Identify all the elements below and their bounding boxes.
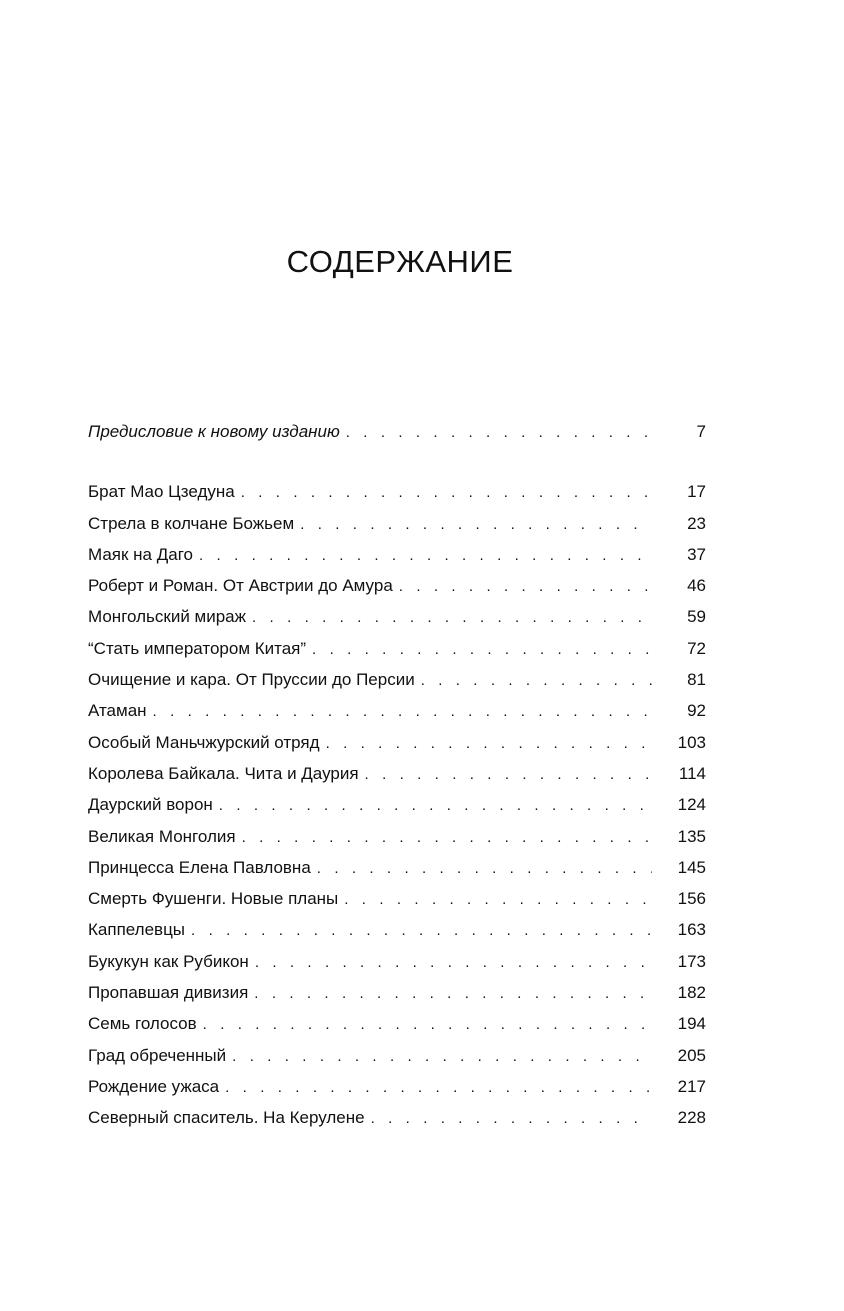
toc-entry xyxy=(88,914,708,945)
toc-entry xyxy=(88,633,708,664)
toc-entry-label: Королева Байкала. Чита и Даурия xyxy=(88,763,359,783)
toc-entry-label: Великая Монголия xyxy=(88,826,236,846)
toc-entry-page: 194 xyxy=(677,1014,706,1034)
toc-leader xyxy=(88,758,652,790)
toc-leader xyxy=(88,821,652,853)
toc-leader xyxy=(88,539,652,571)
toc-entry xyxy=(88,852,708,883)
toc-entry-label: Предисловие к новому изданию xyxy=(88,422,340,441)
toc-entry xyxy=(88,570,708,601)
toc-entry xyxy=(88,476,708,507)
toc-entry-page: 135 xyxy=(677,826,706,846)
toc-leader xyxy=(88,664,652,696)
toc-entry-label: Букукун как Рубикон xyxy=(88,951,249,971)
toc-entry-page: 228 xyxy=(677,1108,706,1128)
toc-entry xyxy=(88,789,708,820)
dot-leader xyxy=(242,822,652,853)
dot-leader xyxy=(153,696,652,727)
toc-entry xyxy=(88,758,708,789)
dot-leader xyxy=(421,665,652,696)
toc-entry xyxy=(88,1008,708,1039)
toc-leader xyxy=(88,1040,652,1072)
dot-leader xyxy=(365,759,652,790)
toc-entry-label: Очищение и кара. От Пруссии до Персии xyxy=(88,670,415,690)
toc-entry-page: 59 xyxy=(687,607,706,627)
toc-entry-page: 23 xyxy=(687,513,706,533)
toc-entry-label: Северный спаситель. На Керулене xyxy=(88,1108,365,1128)
toc-entry-label: Семь голосов xyxy=(88,1014,197,1034)
toc-entry-label: Каппелевцы xyxy=(88,920,186,940)
toc-leader xyxy=(88,789,652,821)
toc-entry xyxy=(88,695,708,726)
dot-leader xyxy=(399,571,652,602)
toc-entry xyxy=(88,1071,708,1102)
toc-leader xyxy=(88,570,652,602)
toc-entry-label: Маяк на Даго xyxy=(88,544,193,564)
toc-entry-label: Принцесса Елена Павловна xyxy=(88,857,311,877)
dot-leader xyxy=(225,1072,652,1103)
toc-entry-label: Роберт и Роман. От Австрии до Амура xyxy=(88,576,393,596)
dot-leader xyxy=(219,790,652,821)
toc-entry-label: Брат Мао Цзедуна xyxy=(88,482,235,502)
dot-leader xyxy=(255,947,652,978)
dot-leader xyxy=(317,853,652,884)
toc-entry xyxy=(88,821,708,852)
toc-leader xyxy=(88,1102,652,1134)
toc-entry-page: 103 xyxy=(677,732,706,752)
toc-leader xyxy=(88,601,652,633)
dot-leader xyxy=(232,1041,652,1072)
toc-leader xyxy=(88,914,652,946)
toc-leader xyxy=(88,727,652,759)
toc-leader xyxy=(88,476,652,508)
toc-leader xyxy=(88,1071,652,1103)
toc-entry-label: “Стать императором Китая” xyxy=(88,638,307,658)
toc-leader xyxy=(88,977,652,1009)
toc-entry xyxy=(88,946,708,977)
toc-entry xyxy=(88,664,708,695)
toc-entry-preface xyxy=(88,416,708,447)
toc-entry xyxy=(88,1102,708,1133)
page-title: СОДЕРЖАНИЕ xyxy=(286,244,514,279)
dot-leader xyxy=(252,602,652,633)
toc-entry-page: 173 xyxy=(677,951,706,971)
toc-entry-label: Смерть Фушенги. Новые планы xyxy=(88,889,339,909)
toc-leader xyxy=(88,946,652,978)
toc-leader xyxy=(88,633,652,665)
toc-entry xyxy=(88,539,708,570)
dot-leader xyxy=(199,540,652,571)
toc-entry-label: Стрела в колчане Божьем xyxy=(88,513,295,533)
table-of-contents xyxy=(88,416,708,1134)
toc-leader xyxy=(88,508,652,540)
toc-list xyxy=(88,476,708,1133)
toc-entry-label: Град обреченный xyxy=(88,1045,227,1065)
toc-entry xyxy=(88,601,708,632)
toc-entry-page: 7 xyxy=(696,422,706,441)
toc-entry-page: 145 xyxy=(677,857,706,877)
toc-leader xyxy=(88,1008,652,1040)
toc-entry-page: 81 xyxy=(687,670,706,690)
toc-entry-page: 217 xyxy=(677,1076,706,1096)
dot-leader xyxy=(191,915,652,946)
toc-entry-label: Пропавшая дивизия xyxy=(88,983,249,1003)
toc-entry-label: Даурский ворон xyxy=(88,795,213,815)
toc-entry xyxy=(88,1040,708,1071)
toc-entry-label: Рождение ужаса xyxy=(88,1076,220,1096)
dot-leader xyxy=(371,1103,652,1134)
toc-entry-label: Монгольский мираж xyxy=(88,607,246,627)
toc-entry-label: Особый Маньчжурский отряд xyxy=(88,732,320,752)
dot-leader xyxy=(203,1009,652,1040)
toc-entry-page: 92 xyxy=(687,701,706,721)
dot-leader xyxy=(241,477,652,508)
toc-entry xyxy=(88,508,708,539)
dot-leader xyxy=(346,417,652,448)
toc-leader xyxy=(88,416,652,448)
toc-entry-page: 156 xyxy=(677,889,706,909)
toc-entry-page: 37 xyxy=(687,544,706,564)
toc-entry-page: 205 xyxy=(677,1045,706,1065)
toc-entry xyxy=(88,977,708,1008)
dot-leader xyxy=(326,728,652,759)
toc-entry-page: 46 xyxy=(687,576,706,596)
dot-leader xyxy=(344,884,652,915)
dot-leader xyxy=(254,978,652,1009)
toc-leader xyxy=(88,883,652,915)
toc-entry-page: 163 xyxy=(677,920,706,940)
toc-entry-page: 182 xyxy=(677,983,706,1003)
toc-leader xyxy=(88,852,652,884)
dot-leader xyxy=(312,634,652,665)
dot-leader xyxy=(300,509,652,540)
toc-entry-page: 124 xyxy=(677,795,706,815)
toc-entry-page: 17 xyxy=(687,482,706,502)
toc-leader xyxy=(88,695,652,727)
toc-entry-label: Атаман xyxy=(88,701,147,721)
toc-entry-page: 72 xyxy=(687,638,706,658)
toc-entry xyxy=(88,727,708,758)
toc-entry-page: 114 xyxy=(678,763,706,783)
toc-entry xyxy=(88,883,708,914)
